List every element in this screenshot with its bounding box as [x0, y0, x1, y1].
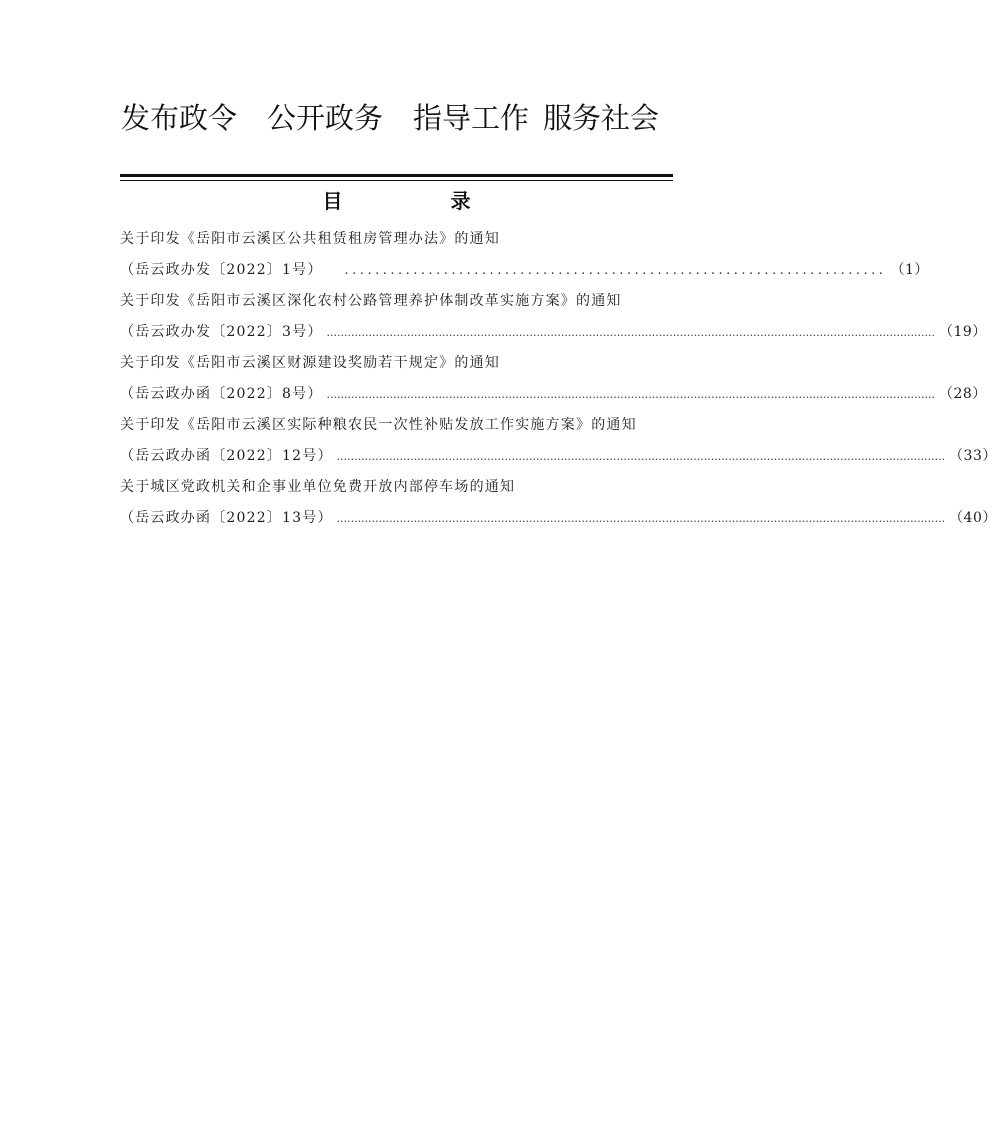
toc-entry-title: 关于印发《岳阳市云溪区公共租赁租房管理办法》的通知 — [120, 231, 500, 247]
toc-entry-reference — [120, 379, 987, 410]
toc-entry-doc-number: （岳云政办发〔2022〕3号） — [120, 324, 323, 340]
toc-entry-doc-number: （岳云政办函〔2022〕8号） — [120, 386, 323, 402]
dot-leader: .............................................................................................................................................................................. — [326, 388, 935, 401]
toc-entry-page: （1） — [890, 262, 929, 278]
toc-entry-reference — [120, 317, 987, 348]
toc-entry-reference — [120, 503, 997, 534]
toc-entry-title: 关于印发《岳阳市云溪区深化农村公路管理养护体制改革实施方案》的通知 — [120, 293, 622, 309]
toc-entry-page: （40） — [949, 510, 997, 526]
toc-entry[interactable] — [120, 472, 997, 534]
toc-entry-doc-number: （岳云政办发〔2022〕1号） — [120, 262, 323, 278]
header-slogan — [121, 94, 681, 138]
toc-entry-reference — [120, 255, 929, 286]
slogan-part-3: 指导工作 — [413, 100, 530, 135]
dot-leader: .............................................................................................................................................................................. — [336, 450, 946, 463]
toc-entry-page: （19） — [938, 324, 987, 340]
dot-leader: .............................................................................................................................................................................. — [336, 512, 946, 525]
toc-entry-title: 关于印发《岳阳市云溪区财源建设奖励若干规定》的通知 — [120, 355, 500, 371]
header-divider-thick — [120, 174, 673, 177]
dot-leader: ....................................................................... — [344, 263, 887, 278]
toc-entry[interactable] — [120, 286, 987, 348]
slogan-part-2: 公开政务 — [267, 100, 384, 135]
slogan-part-1: 发布政令 — [121, 100, 238, 135]
toc-entry-page: （28） — [938, 386, 987, 402]
header-divider-thin — [120, 180, 673, 181]
toc-entry-title: 关于印发《岳阳市云溪区实际种粮农民一次性补贴发放工作实施方案》的通知 — [120, 417, 637, 433]
slogan-part-4: 服务社会 — [543, 100, 660, 135]
toc-entry[interactable] — [120, 348, 987, 410]
toc-entry[interactable] — [120, 224, 929, 286]
toc-entry-title: 关于城区党政机关和企事业单位免费开放内部停车场的通知 — [120, 479, 516, 495]
toc-entry-doc-number: （岳云政办函〔2022〕13号） — [120, 510, 333, 526]
toc-entry-page: （33） — [949, 448, 997, 464]
toc-entry[interactable] — [120, 410, 997, 472]
table-of-contents — [120, 224, 997, 534]
toc-entry-doc-number: （岳云政办函〔2022〕12号） — [120, 448, 333, 464]
toc-entry-reference — [120, 441, 997, 472]
toc-title: 目 录 — [322, 189, 515, 213]
dot-leader: .............................................................................................................................................................................. — [326, 326, 935, 339]
